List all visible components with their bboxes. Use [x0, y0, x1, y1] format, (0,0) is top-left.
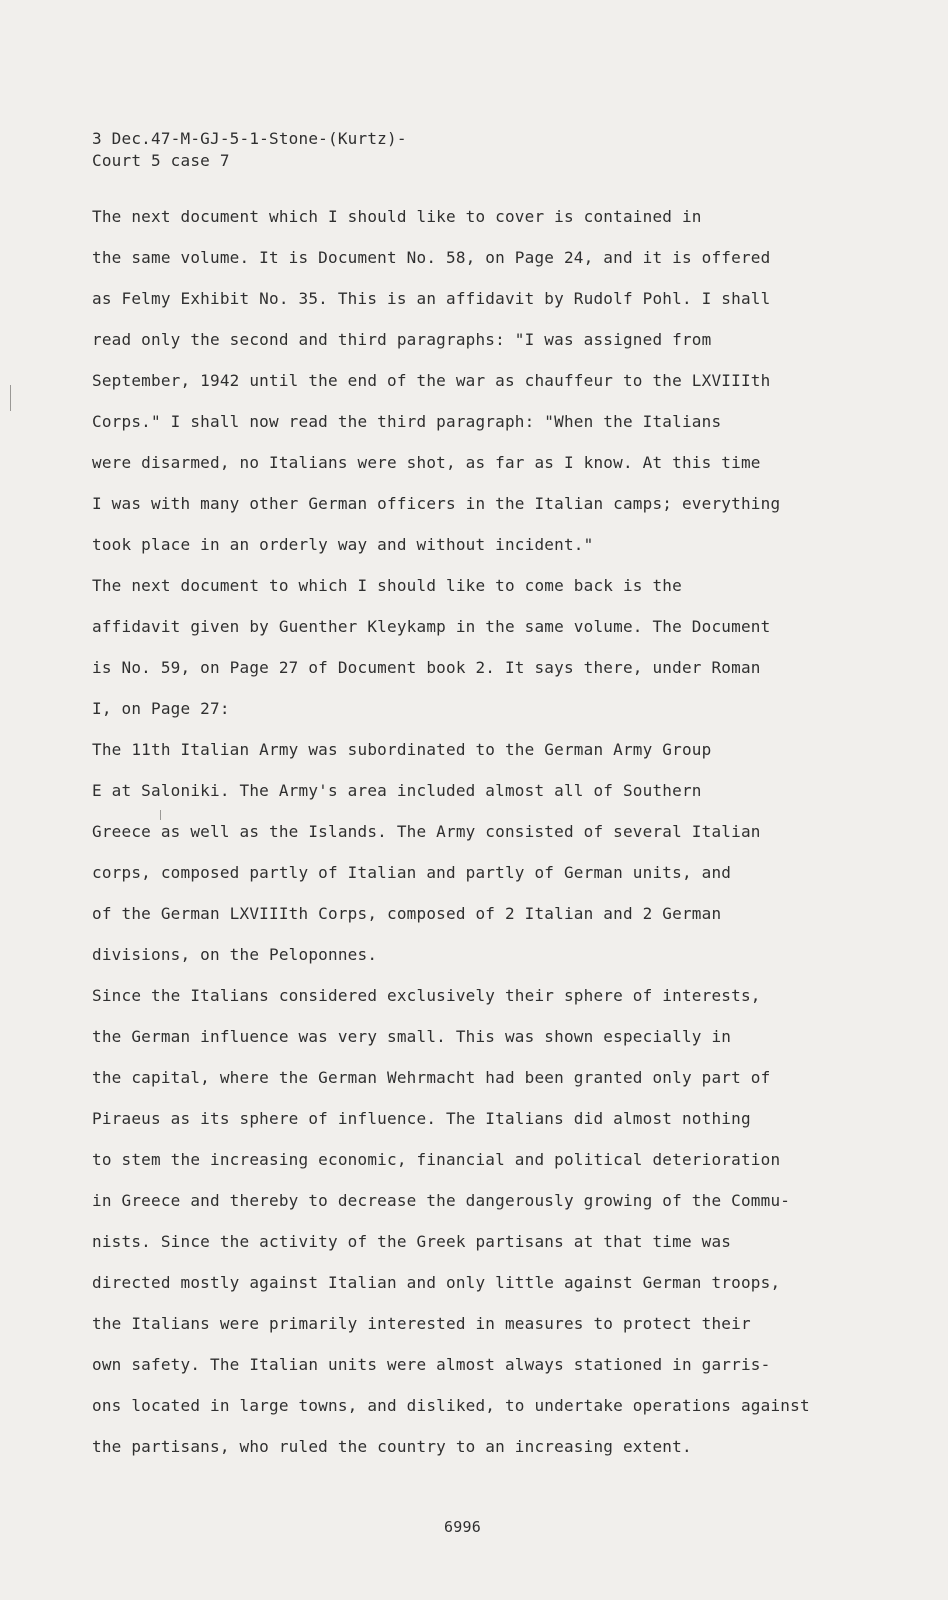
body-line: divisions, on the Peloponnes.	[92, 945, 378, 964]
body-line: is No. 59, on Page 27 of Document book 2. It says there, under Roman	[92, 658, 761, 677]
body-line: I, on Page 27:	[92, 699, 230, 718]
body-line: to stem the increasing economic, financial and political deterioration	[92, 1150, 781, 1169]
header-line-1: 3 Dec.47-M-GJ-5-1-Stone-(Kurtz)-	[92, 129, 407, 148]
body-line: E at Saloniki. The Army's area included almost all of Southern	[92, 781, 702, 800]
body-line: directed mostly against Italian and only little against German troops,	[92, 1273, 781, 1292]
body-line: Corps." I shall now read the third paragraph: "When the Italians	[92, 412, 722, 431]
body-line: The 11th Italian Army was subordinated to the German Army Group	[92, 740, 712, 759]
body-line: read only the second and third paragraphs: "I was assigned from	[92, 330, 712, 349]
body-line: affidavit given by Guenther Kleykamp in the same volume. The Document	[92, 617, 771, 636]
body-line: ons located in large towns, and disliked, to undertake operations against	[92, 1396, 810, 1415]
body-line: as Felmy Exhibit No. 35. This is an affidavit by Rudolf Pohl. I shall	[92, 289, 771, 308]
page-number: 6996	[444, 1518, 481, 1536]
scan-mark	[10, 385, 11, 411]
body-line: The next document which I should like to cover is contained in	[92, 207, 702, 226]
body-line: were disarmed, no Italians were shot, as far as I know. At this time	[92, 453, 761, 472]
header-line-2: Court 5 case 7	[92, 151, 230, 170]
body-line: took place in an orderly way and without incident."	[92, 535, 594, 554]
body-line: Piraeus as its sphere of influence. The Italians did almost nothing	[92, 1109, 751, 1128]
body-line: September, 1942 until the end of the war as chauffeur to the LXVIIIth	[92, 371, 771, 390]
body-line: I was with many other German officers in the Italian camps; everything	[92, 494, 781, 513]
body-line: the partisans, who ruled the country to an increasing extent.	[92, 1437, 692, 1456]
scan-mark	[160, 810, 161, 820]
body-line: the German influence was very small. This was shown especially in	[92, 1027, 732, 1046]
body-line: own safety. The Italian units were almost always stationed in garris-	[92, 1355, 771, 1374]
document-header	[92, 128, 792, 172]
body-line: in Greece and thereby to decrease the dangerously growing of the Commu-	[92, 1191, 791, 1210]
body-line: The next document to which I should like to come back is the	[92, 576, 682, 595]
body-line: Since the Italians considered exclusively their sphere of interests,	[92, 986, 761, 1005]
body-line: nists. Since the activity of the Greek partisans at that time was	[92, 1232, 732, 1251]
body-line: corps, composed partly of Italian and partly of German units, and	[92, 863, 732, 882]
body-line: the capital, where the German Wehrmacht had been granted only part of	[92, 1068, 771, 1087]
body-line: the same volume. It is Document No. 58, on Page 24, and it is offered	[92, 248, 771, 267]
body-line: Greece as well as the Islands. The Army consisted of several Italian	[92, 822, 761, 841]
body-line: the Italians were primarily interested in measures to protect their	[92, 1314, 751, 1333]
body-line: of the German LXVIIIth Corps, composed of 2 Italian and 2 German	[92, 904, 722, 923]
